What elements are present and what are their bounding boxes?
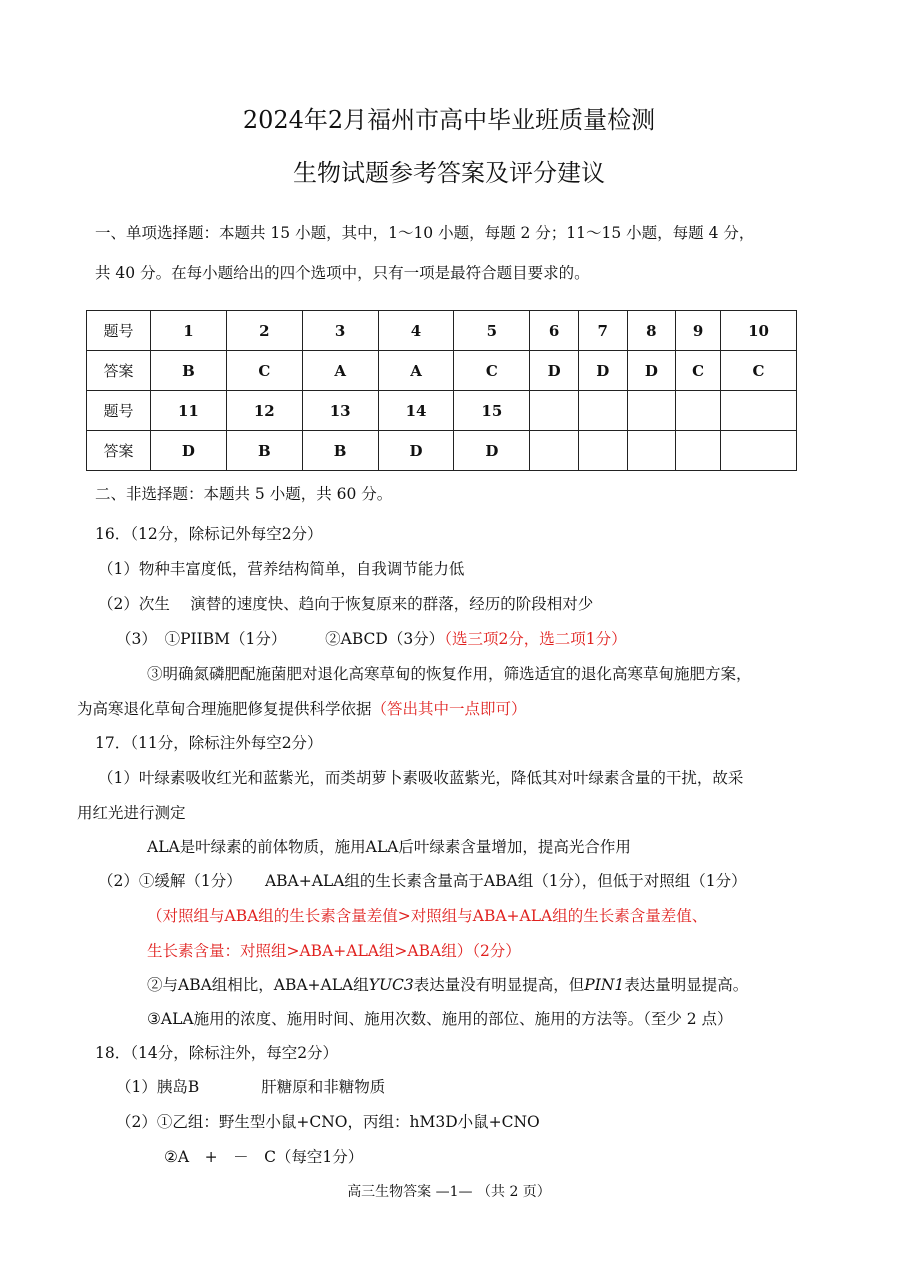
table-row xyxy=(87,431,797,471)
table-cell: 14 xyxy=(378,391,454,431)
table-cell xyxy=(721,391,797,431)
table-cell: C xyxy=(676,351,721,391)
q17-answer-2: （2）①缓解（1分） ABA+ALA组的生长素含量高于ABA组（1分），但低于对照组（1分） xyxy=(98,872,747,890)
table-cell: B xyxy=(226,431,302,471)
q18-answer-2: （2）①乙组：野生型小鼠+CNO，丙组：hM3D小鼠+CNO xyxy=(116,1113,540,1131)
table-cell: A xyxy=(378,351,454,391)
table-cell: 3 xyxy=(302,311,378,351)
q17-gene-yuc3: YUC3 xyxy=(368,976,414,994)
q16-answer-4-note: （答出其中一点即可） xyxy=(371,700,527,718)
table-cell: 5 xyxy=(454,311,530,351)
table-cell: 12 xyxy=(226,391,302,431)
table-cell xyxy=(627,431,676,471)
table-cell xyxy=(530,391,579,431)
q17-answer-3-post: 表达量明显提高。 xyxy=(624,976,749,994)
q16-answer-4-line1: ③明确氮磷肥配施菌肥对退化高寒草甸的恢复作用，筛选适宜的退化高寒草甸施肥方案， xyxy=(147,665,752,683)
answer-table xyxy=(86,310,797,471)
table-row xyxy=(87,351,797,391)
q16-answer-3 xyxy=(116,627,627,649)
q16-answer-1: （1）物种丰富度低，营养结构简单，自我调节能力低 xyxy=(98,560,465,578)
table-cell: 8 xyxy=(627,311,676,351)
section2-intro: 二、非选择题：本题共 5 小题，共 60 分。 xyxy=(95,485,393,503)
table-cell: D xyxy=(578,351,627,391)
table-cell: 10 xyxy=(721,311,797,351)
table-cell: B xyxy=(151,351,227,391)
table-cell: D xyxy=(151,431,227,471)
q17-answer-2-note-line1: （对照组与ABA组的生长素含量差值>对照组与ABA+ALA组的生长素含量差值、 xyxy=(147,907,708,925)
table-cell xyxy=(578,391,627,431)
q17-answer-4: ③ALA施用的浓度、施用时间、施用次数、施用的部位、施用的方法等。（至少 2 点） xyxy=(147,1010,733,1028)
table-cell: 9 xyxy=(676,311,721,351)
table-cell: C xyxy=(226,351,302,391)
table-cell xyxy=(721,431,797,471)
q16-header: 16．（12分，除标记外每空2分） xyxy=(95,525,323,543)
table-cell: A xyxy=(302,351,378,391)
table-cell xyxy=(578,431,627,471)
q18-header: 18．（14分，除标注外，每空2分） xyxy=(95,1044,339,1062)
table-cell-label: 题号 xyxy=(87,391,151,431)
table-cell: D xyxy=(378,431,454,471)
q17-answer-3-pre: ②与ABA组相比，ABA+ALA组 xyxy=(147,976,369,994)
table-cell-label: 题号 xyxy=(87,311,151,351)
q17-answer-3-mid: 表达量没有明显提高，但 xyxy=(413,976,585,994)
table-cell: D xyxy=(627,351,676,391)
table-cell: D xyxy=(454,431,530,471)
table-cell xyxy=(676,431,721,471)
table-row xyxy=(87,311,797,351)
table-cell: 6 xyxy=(530,311,579,351)
page-subtitle: 生物试题参考答案及评分建议 xyxy=(293,159,605,187)
table-cell: 7 xyxy=(578,311,627,351)
table-cell xyxy=(627,391,676,431)
q18-answer-1: （1）胰岛B 肝糖原和非糖物质 xyxy=(116,1078,386,1096)
q17-answer-2-note-line2: 生长素含量：对照组>ABA+ALA组>ABA组）（2分） xyxy=(147,942,521,960)
table-cell: 13 xyxy=(302,391,378,431)
table-cell xyxy=(676,391,721,431)
section1-intro-line2: 共 40 分。在每小题给出的四个选项中，只有一项是最符合题目要求的。 xyxy=(95,264,590,282)
q17-answer-1-line3: ALA是叶绿素的前体物质，施用ALA后叶绿素含量增加，提高光合作用 xyxy=(147,838,631,856)
q16-answer-2: （2）次生 演替的速度快、趋向于恢复原来的群落，经历的阶段相对少 xyxy=(98,595,594,613)
table-cell: 2 xyxy=(226,311,302,351)
q17-answer-1-line2: 用红光进行测定 xyxy=(77,804,186,822)
table-cell: 15 xyxy=(454,391,530,431)
table-cell-label: 答案 xyxy=(87,431,151,471)
q16-answer-3-note: （选三项2分，选二项1分） xyxy=(444,630,627,648)
q16-answer-4-text: 为高寒退化草甸合理施肥修复提供科学依据 xyxy=(77,700,372,718)
page-footer: 高三生物答案 —1— （共 2 页） xyxy=(347,1184,551,1200)
table-cell: 4 xyxy=(378,311,454,351)
table-row xyxy=(87,391,797,431)
q16-answer-3-text: （3） ①PIIBM（1分） ②ABCD（3分） xyxy=(116,630,445,648)
table-cell: 11 xyxy=(151,391,227,431)
q17-gene-pin1: PIN1 xyxy=(584,976,625,994)
q16-answer-4-line2 xyxy=(77,697,527,719)
table-cell: C xyxy=(454,351,530,391)
page-title: 2024年2月福州市高中毕业班质量检测 xyxy=(242,106,656,134)
table-cell: 1 xyxy=(151,311,227,351)
table-cell-label: 答案 xyxy=(87,351,151,391)
q18-answer-3: ②A + － C（每空1分） xyxy=(164,1148,364,1166)
table-cell: D xyxy=(530,351,579,391)
table-cell: C xyxy=(721,351,797,391)
table-cell xyxy=(530,431,579,471)
section1-intro-line1: 一、单项选择题：本题共 15 小题，其中，1～10 小题，每题 2 分；11～15 小题，每题 4 分， xyxy=(95,224,755,242)
q17-answer-3 xyxy=(147,973,748,995)
q17-header: 17．（11分，除标注外每空2分） xyxy=(95,734,323,752)
table-cell: B xyxy=(302,431,378,471)
q17-answer-1-line1: （1）叶绿素吸收红光和蓝紫光，而类胡萝卜素吸收蓝紫光，降低其对叶绿素含量的干扰，故采 xyxy=(98,769,744,787)
